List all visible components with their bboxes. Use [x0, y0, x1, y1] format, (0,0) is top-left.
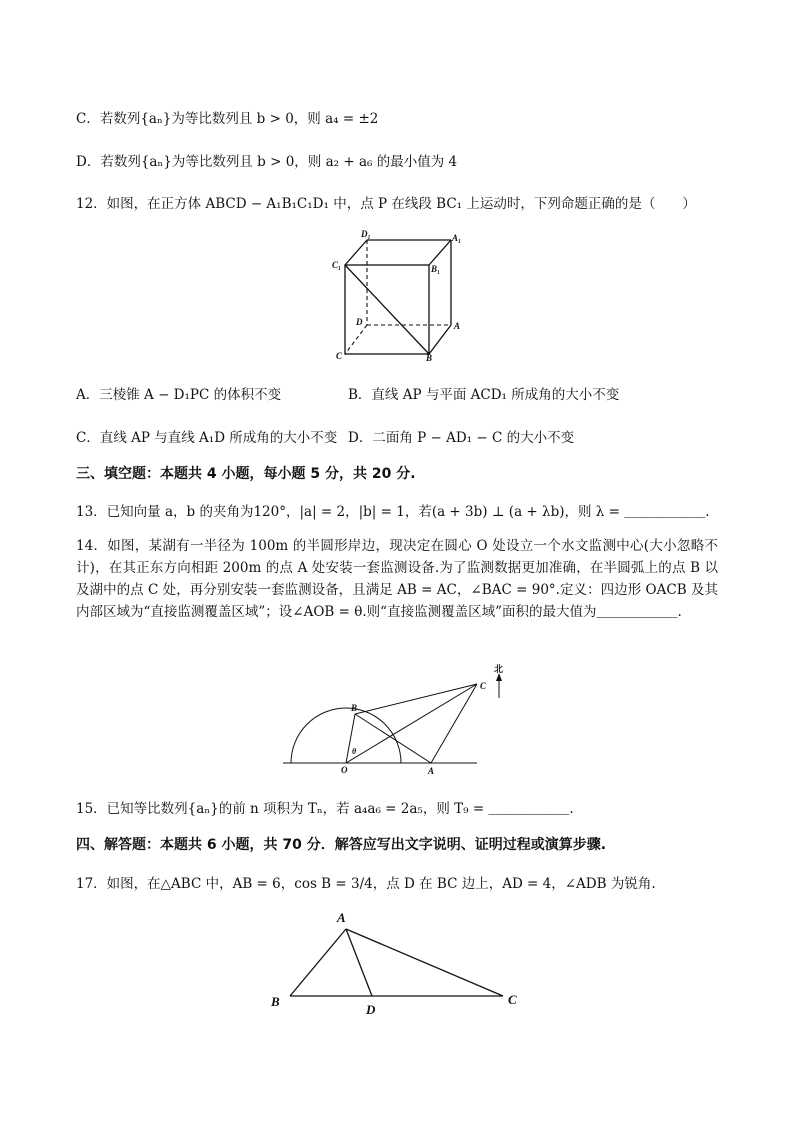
- label-o: O: [341, 765, 348, 775]
- label-b1: B₁: [431, 264, 441, 274]
- north-label: 北: [494, 664, 504, 674]
- label-c: C: [480, 681, 487, 691]
- section-4-heading: 四、解答题：本题共 6 小题，共 70 分．解答应写出文字说明、证明过程或演算步骤.: [76, 837, 607, 853]
- section-3-heading: 三、填空题：本题共 4 小题，每小题 5 分，共 20 分.: [76, 466, 416, 482]
- label-d: D: [366, 1002, 376, 1017]
- label-a: A: [454, 321, 461, 331]
- label-a: A: [428, 766, 435, 776]
- cube-figure: [325, 228, 470, 363]
- q12-option-d: D．二面角 P − AD₁ − C 的大小不变: [348, 430, 575, 446]
- label-b: B: [426, 353, 433, 363]
- label-b: B: [271, 994, 280, 1009]
- q11-option-c: C．若数列{aₙ}为等比数列且 b > 0，则 a₄ = ±2: [76, 111, 379, 127]
- q15-text: 15．已知等比数列{aₙ}的前 n 项积为 Tₙ，若 a₄a₆ = 2a₅，则 T₉ = ＿＿＿＿＿＿.: [76, 801, 574, 817]
- label-c: C: [508, 992, 517, 1007]
- label-c: C: [336, 351, 343, 361]
- label-d1: D₁: [361, 229, 371, 239]
- q11-option-d: D．若数列{aₙ}为等比数列且 b > 0，则 a₂ + a₆ 的最小值为 4: [76, 154, 458, 170]
- q12-option-b: B．直线 AP 与平面 ACD₁ 所成角的大小不变: [348, 387, 620, 403]
- q12-option-c: C．直线 AP 与直线 A₁D 所成角的大小不变: [76, 430, 338, 446]
- q13-text: 13．已知向量 a，b 的夹角为120°，|a| = 2，|b| = 1，若(a + 3b) ⊥ (a + λb)，则 λ = ＿＿＿＿＿＿.: [76, 504, 710, 520]
- label-a: A: [337, 910, 346, 925]
- label-theta: θ: [352, 747, 357, 756]
- q14-text: 14．如图，某湖有一半径为 100m 的半圆形岸边，现决定在圆心 O 处设立一个水文监测中心(大小忽略不计)，在其正东方向相距 200m 的点 A 处安装一套监测设备.为了监测数据更加准确，在半圆弧上的点 B 以及湖中的点 C 处，再分别安装一套监测设备，且满足 AB = AC，∠BAC = 90°.定义：四边形 OACB 及其内部区域为“直接监测覆盖区域”；设∠AOB = θ.则“直接监测覆盖区域”面积的最大值为＿＿＿＿＿＿.: [76, 538, 718, 620]
- q12-option-a: A．三棱锥 A − D₁PC 的体积不变: [76, 387, 282, 403]
- label-c1: C₁: [332, 260, 342, 270]
- label-a1: A₁: [452, 233, 462, 243]
- lake-figure: [283, 662, 513, 777]
- q17-text: 17．如图，在△ABC 中，AB = 6，cos B = 3/4，点 D 在 BC 边上，AD = 4，∠ADB 为锐角.: [76, 876, 656, 892]
- triangle-figure: [262, 905, 532, 1020]
- label-d: D: [356, 317, 363, 327]
- q12-stem: 12．如图，在正方体 ABCD − A₁B₁C₁D₁ 中，点 P 在线段 BC₁ 上运动时，下列命题正确的是（ ）: [76, 196, 696, 212]
- label-b: B: [351, 703, 358, 713]
